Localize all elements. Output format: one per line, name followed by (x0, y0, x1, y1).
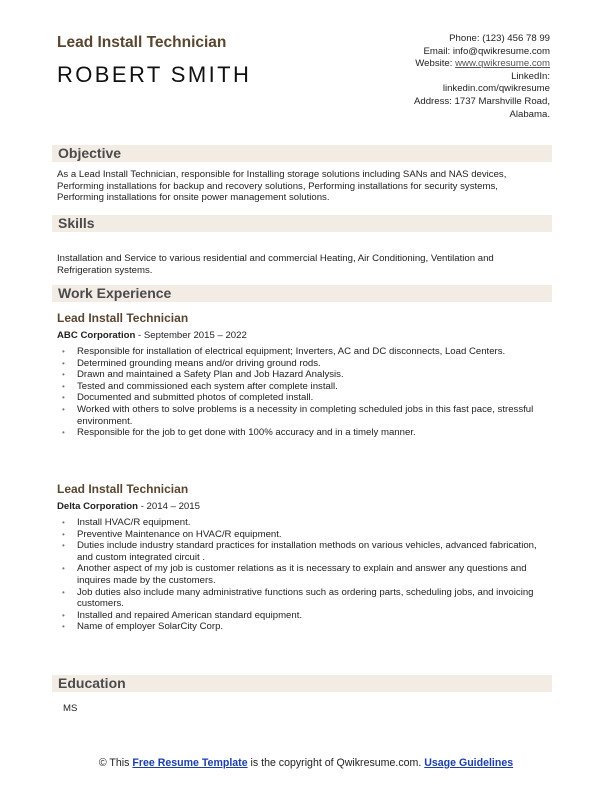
list-item: • Name of employer SolarCity Corp. (62, 621, 547, 633)
objective-text: As a Lead Install Technician, responsible for Installing storage solutions including SANs and NAS devices, Performing installations for backup and recovery solutions, Performing installations for security systems, Performing installations for onsite power management solutions. (57, 169, 507, 204)
footer-copyright: © This Free Resume Template is the copyright of Qwikresume.com. Usage Guidelines (98, 757, 514, 769)
job-company-line (57, 501, 200, 512)
list-item: • Installed and repaired American standard equipment. (62, 610, 547, 622)
section-title: Education (58, 675, 126, 691)
job-title: Lead Install Technician (57, 311, 189, 325)
job-duties-list (62, 346, 547, 439)
list-item: • Responsible for the job to get done with 100% accuracy and in a timely manner. (62, 427, 547, 439)
candidate-name: ROBERT SMITH (57, 62, 252, 87)
list-item: • Drawn and maintained a Safety Plan and Job Hazard Analysis. (62, 369, 547, 381)
list-item: • Install HVAC/R equipment. (62, 517, 547, 529)
section-skills (52, 215, 552, 232)
list-item: • Responsible for installation of electrical equipment; Inverters, AC and DC disconnects, Load Centers. (62, 346, 547, 358)
free-resume-template-link[interactable]: Free Resume Template (132, 757, 248, 769)
contact-phone: Phone: (123) 456 78 99 (449, 33, 550, 44)
contact-block (290, 33, 550, 121)
company-name: ABC Corporation (57, 330, 136, 341)
list-item: • Worked with others to solve problems is a necessity in completing scheduled jobs in this fast pace, stressful environment. (62, 404, 547, 427)
list-item: • Another aspect of my job is customer relations as it is necessary to explain and answer any questions and inquires made by the customers. (62, 563, 547, 586)
contact-email: Email: info@qwikresume.com (423, 45, 550, 57)
list-item: • Preventive Maintenance on HVAC/R equipment. (62, 529, 547, 541)
section-objective (52, 145, 552, 162)
list-item: • Determined grounding means and/or driving ground rods. (62, 358, 547, 370)
contact-address: Address: 1737 Marshville Road, (413, 95, 550, 107)
contact-website: Website: www.qwikresume.com (415, 58, 550, 70)
contact-linkedin: linkedin.com/qwikresume (442, 83, 550, 95)
contact-address-line2: Alabama. (509, 108, 550, 120)
list-item: • Tested and commissioned each system after complete install. (62, 381, 547, 393)
education-text: MS (63, 703, 78, 714)
usage-guidelines-link[interactable]: Usage Guidelines (424, 757, 514, 769)
website-link[interactable]: www.qwikresume.com (455, 58, 550, 70)
job-dates: - 2014 – 2015 (138, 501, 200, 512)
section-title: Skills (58, 215, 95, 231)
list-item: • Documented and submitted photos of completed install. (62, 392, 547, 404)
job-duties-list (62, 517, 547, 633)
skills-text: Installation and Service to various residential and commercial Heating, Air Conditioning, Ventilation and Refrigeration systems. (57, 253, 494, 276)
list-item: • Duties include industry standard practices for installation methods on various vehicles, advanced fabrication, and custom integrated circuit . (62, 540, 547, 563)
job-company-line (57, 330, 247, 341)
list-item: • Job duties also include many administrative functions such as ordering parts, scheduling jobs, and invoicing customers. (62, 587, 547, 610)
section-work-experience (52, 285, 552, 302)
header-job-title: Lead Install Technician (57, 34, 227, 51)
section-title: Work Experience (58, 285, 172, 301)
company-name: Delta Corporation (57, 501, 139, 512)
section-education (52, 675, 552, 692)
job-title: Lead Install Technician (57, 482, 189, 496)
contact-linkedin-label: LinkedIn: (511, 70, 550, 82)
job-dates: - September 2015 – 2022 (135, 330, 247, 341)
section-title: Objective (58, 145, 122, 161)
